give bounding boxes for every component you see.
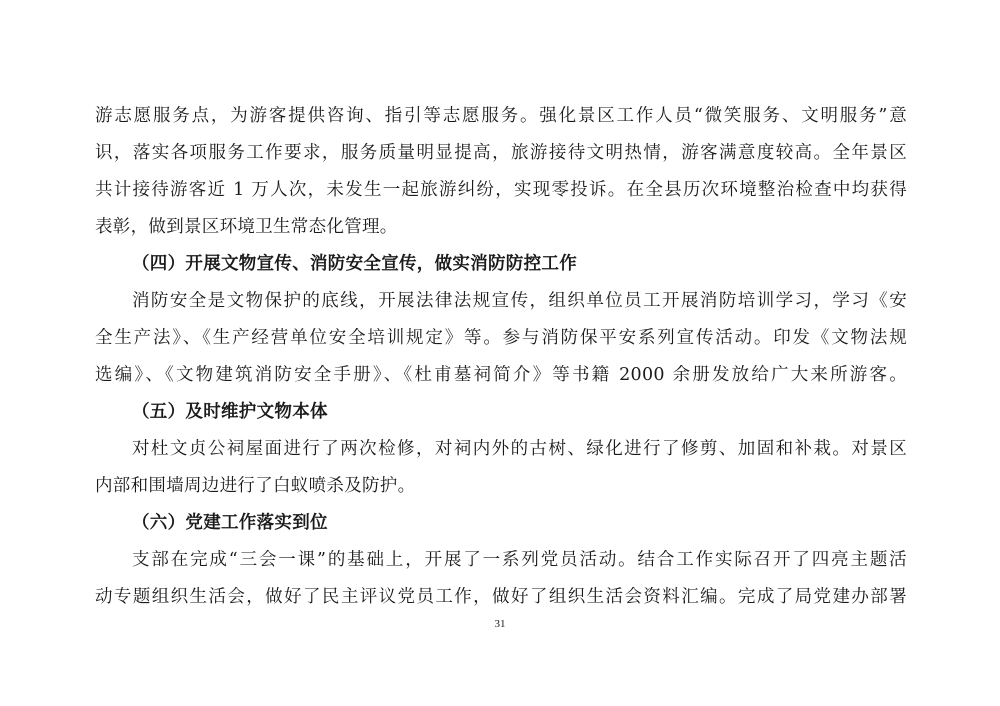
section-heading-4: （四）开展文物宣传、消防安全宣传，做实消防防控工作	[132, 254, 577, 274]
paragraph-line: 识，落实各项服务工作要求，服务质量明显提高，旅游接待文明热情，游客满意度较高。全年景区	[95, 143, 907, 163]
paragraph-line: 支部在完成“三会一课”的基础上，开展了一系列党员活动。结合工作实际召开了四亮主题活	[132, 550, 907, 570]
body-text	[95, 98, 907, 616]
paragraph-line: 动专题组织生活会，做好了民主评议党员工作，做好了组织生活会资料汇编。完成了局党建办部署	[95, 587, 907, 607]
paragraph-line: 共计接待游客近 1 万人次，未发生一起旅游纠纷，实现零投诉。在全县历次环境整治检查中均获得	[95, 180, 907, 200]
paragraph-line: 选编》、《文物建筑消防安全手册》、《杜甫墓祠简介》等书籍 2000 余册发放给广大来所游客。	[95, 365, 907, 385]
paragraph-line: 全生产法》、《生产经营单位安全培训规定》等。参与消防保平安系列宣传活动。印发《文物法规	[95, 328, 907, 348]
section-heading-5: （五）及时维护文物本体	[132, 402, 328, 422]
page-number: 31	[494, 618, 506, 630]
paragraph-line: 游志愿服务点，为游客提供咨询、指引等志愿服务。强化景区工作人员“微笑服务、文明服务”意	[95, 106, 907, 126]
paragraph-line: 表彰，做到景区环境卫生常态化管理。	[95, 217, 398, 237]
paragraph-line: 消防安全是文物保护的底线，开展法律法规宣传，组织单位员工开展消防培训学习，学习《安	[132, 291, 907, 311]
paragraph-line: 内部和围墙周边进行了白蚁喷杀及防护。	[95, 476, 416, 496]
section-heading-6: （六）党建工作落实到位	[132, 513, 328, 533]
paragraph-line: 对杜文贞公祠屋面进行了两次检修，对祠内外的古树、绿化进行了修剪、加固和补栽。对景区	[132, 439, 907, 459]
